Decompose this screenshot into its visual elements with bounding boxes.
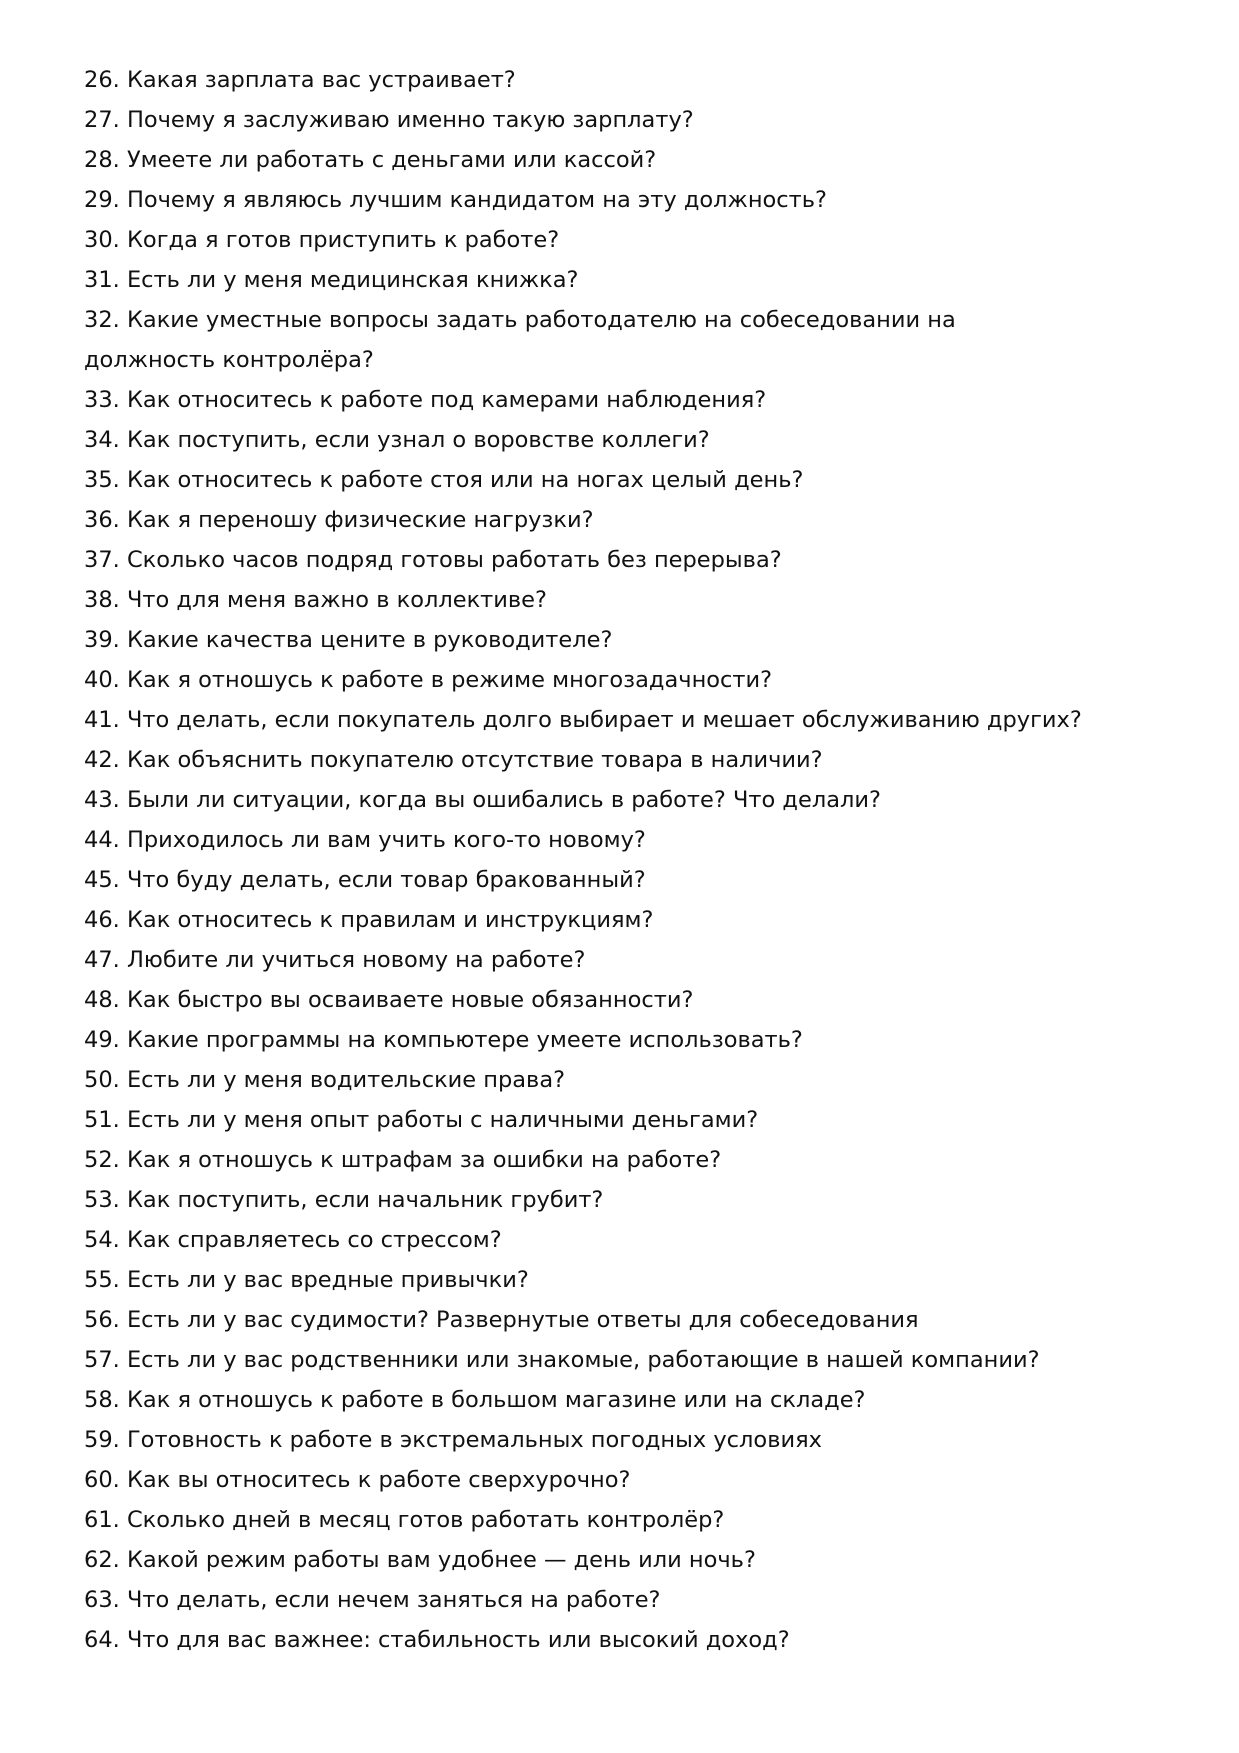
list-item [84,1460,1084,1500]
item-number: 43. [84,787,120,813]
list-item [84,420,1084,460]
item-text: Сколько часов подряд готовы работать без перерыва? [126,547,782,573]
list-item [84,300,1084,380]
item-number: 34. [84,427,120,453]
item-text: Есть ли у вас судимости? Развернутые ответы для собеседования [126,1307,919,1333]
list-item [84,980,1084,1020]
list-item [84,1220,1084,1260]
item-number: 64. [84,1627,120,1653]
item-text: Приходилось ли вам учить кого-то новому? [126,827,646,853]
item-number: 41. [84,707,120,733]
list-item [84,1300,1084,1340]
item-text: Что делать, если покупатель долго выбирает и мешает обслуживанию других? [126,707,1082,733]
item-number: 39. [84,627,120,653]
item-text: Почему я заслуживаю именно такую зарплату? [126,107,694,133]
item-number: 36. [84,507,120,533]
item-text: Как вы относитесь к работе сверхурочно? [126,1467,631,1493]
question-list [84,60,1084,1660]
item-number: 33. [84,387,120,413]
item-number: 50. [84,1067,120,1093]
item-text: Что буду делать, если товар бракованный? [126,867,646,893]
list-item [84,60,1084,100]
list-item [84,500,1084,540]
item-text: Как я отношусь к штрафам за ошибки на работе? [126,1147,722,1173]
item-text: Как поступить, если начальник грубит? [126,1187,604,1213]
list-item [84,860,1084,900]
item-text: Были ли ситуации, когда вы ошибались в работе? Что делали? [126,787,881,813]
list-item [84,1340,1084,1380]
item-text: Сколько дней в месяц готов работать контролёр? [126,1507,725,1533]
list-item [84,580,1084,620]
list-item [84,1060,1084,1100]
document-page [84,60,1084,1660]
item-text: Какая зарплата вас устраивает? [126,67,516,93]
list-item [84,900,1084,940]
list-item [84,140,1084,180]
list-item [84,620,1084,660]
item-number: 54. [84,1227,120,1253]
item-number: 59. [84,1427,120,1453]
item-text: Какие качества цените в руководителе? [126,627,613,653]
item-number: 35. [84,467,120,493]
item-text: Как поступить, если узнал о воровстве коллеги? [126,427,710,453]
list-item [84,820,1084,860]
list-item [84,1500,1084,1540]
item-text: Как я переношу физические нагрузки? [126,507,594,533]
item-number: 31. [84,267,120,293]
item-text: Что делать, если нечем заняться на работе? [126,1587,661,1613]
list-item [84,1260,1084,1300]
item-number: 27. [84,107,120,133]
item-number: 49. [84,1027,120,1053]
item-text: Почему я являюсь лучшим кандидатом на эту должность? [126,187,827,213]
item-text: Есть ли у меня водительские права? [126,1067,566,1093]
item-number: 46. [84,907,120,933]
item-text: Как относитесь к правилам и инструкциям? [126,907,654,933]
list-item [84,940,1084,980]
item-text: Умеете ли работать с деньгами или кассой? [126,147,657,173]
list-item [84,1180,1084,1220]
list-item [84,1620,1084,1660]
item-number: 52. [84,1147,120,1173]
item-text: Как относитесь к работе стоя или на ногах целый день? [126,467,804,493]
item-number: 47. [84,947,120,973]
item-text: Есть ли у вас родственники или знакомые, работающие в нашей компании? [126,1347,1040,1373]
list-item [84,660,1084,700]
item-number: 51. [84,1107,120,1133]
item-number: 38. [84,587,120,613]
list-item [84,1540,1084,1580]
item-text: Какой режим работы вам удобнее — день или ночь? [126,1547,756,1573]
item-number: 44. [84,827,120,853]
item-text: Как я отношусь к работе в режиме многозадачности? [126,667,773,693]
item-number: 48. [84,987,120,1013]
item-number: 26. [84,67,120,93]
list-item [84,460,1084,500]
item-number: 55. [84,1267,120,1293]
item-number: 28. [84,147,120,173]
item-number: 32. [84,307,120,333]
item-text: Есть ли у меня медицинская книжка? [126,267,579,293]
item-number: 30. [84,227,120,253]
item-number: 61. [84,1507,120,1533]
list-item [84,1140,1084,1180]
item-text: Готовность к работе в экстремальных погодных условиях [126,1427,822,1453]
item-number: 57. [84,1347,120,1373]
item-number: 45. [84,867,120,893]
item-number: 40. [84,667,120,693]
item-number: 56. [84,1307,120,1333]
item-text: Какие уместные вопросы задать работодателю на собеседовании на должность контролёра? [84,307,956,373]
item-number: 42. [84,747,120,773]
item-text: Есть ли у вас вредные привычки? [126,1267,529,1293]
list-item [84,220,1084,260]
list-item [84,1420,1084,1460]
item-text: Любите ли учиться новому на работе? [126,947,586,973]
list-item [84,780,1084,820]
item-text: Как справляетесь со стрессом? [126,1227,502,1253]
item-text: Как я отношусь к работе в большом магазине или на складе? [126,1387,866,1413]
item-text: Как относитесь к работе под камерами наблюдения? [126,387,767,413]
list-item [84,100,1084,140]
item-number: 62. [84,1547,120,1573]
list-item [84,380,1084,420]
item-text: Как объяснить покупателю отсутствие товара в наличии? [126,747,823,773]
list-item [84,1020,1084,1060]
item-text: Как быстро вы осваиваете новые обязанности? [126,987,694,1013]
list-item [84,1100,1084,1140]
list-item [84,740,1084,780]
item-text: Когда я готов приступить к работе? [126,227,560,253]
item-number: 53. [84,1187,120,1213]
list-item [84,1380,1084,1420]
list-item [84,180,1084,220]
item-number: 29. [84,187,120,213]
item-number: 37. [84,547,120,573]
item-number: 60. [84,1467,120,1493]
list-item [84,540,1084,580]
item-text: Какие программы на компьютере умеете использовать? [126,1027,803,1053]
list-item [84,260,1084,300]
list-item [84,1580,1084,1620]
item-number: 58. [84,1387,120,1413]
item-number: 63. [84,1587,120,1613]
item-text: Есть ли у меня опыт работы с наличными деньгами? [126,1107,759,1133]
item-text: Что для меня важно в коллективе? [126,587,547,613]
list-item [84,700,1084,740]
item-text: Что для вас важнее: стабильность или высокий доход? [126,1627,790,1653]
